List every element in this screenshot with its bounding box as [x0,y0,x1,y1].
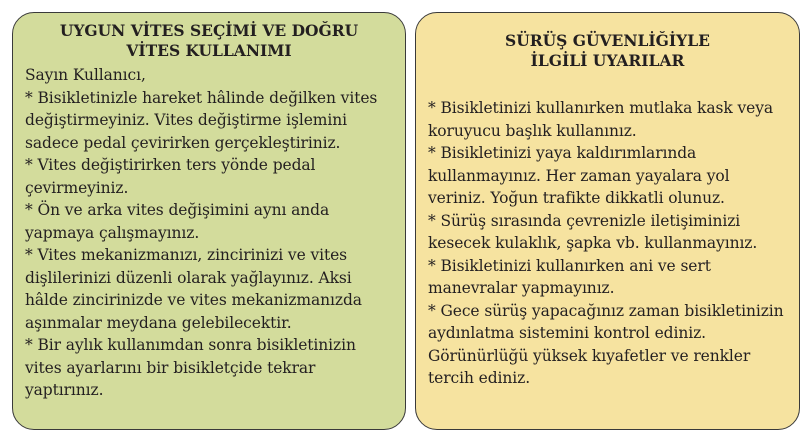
panel-title: SÜRÜŞ GÜVENLİĞİYLE İLGİLİ UYARILAR [505,31,710,70]
paragraph: * Vites değiştirirken ters yönde pedal çevirmeyiniz. [25,156,316,197]
gear-usage-panel [12,12,406,430]
paragraph: * Ön ve arka vites değişimini aynı anda yapmaya çalışmayınız. [25,201,330,242]
paragraph: * Sürüş sırasında çevrenizle iletişiminizi kesecek kulaklık, şapka vb. kullanmayınız. [428,211,758,252]
paragraph: * Bisikletinizi kullanırken mutlaka kask veya koruyucu başlık kullanınız. [428,99,773,140]
paragraph: * Bisikletinizle hareket hâlinde değilken vites değiştirmeyiniz. Vites değiştirme işlemini sadece pedal çevirirken gerçekleştiriniz. [25,88,378,152]
paragraph: * Bir aylık kullanımdan sonra bisikletinizin vites ayarlarını bir bisikletçide tekrar yaptırınız. [25,336,356,399]
paragraph: * Gece sürüş yapacağınız zaman bisikletinizin aydınlatma sistemini kontrol ediniz. Görünürlüğü yüksek kıyafetler ve renkler tercih ediniz. [428,301,784,387]
paragraph: Sayın Kullanıcı, [25,66,146,84]
paragraph: * Vites mekanizmanızı, zincirinizi ve vites dişlilerinizi düzenli olarak yağlayınız. Aksi hâlde zincirinizde ve vites mekanizmanızda aşınmalar meydana gelebilecektir. [25,246,362,332]
safety-warnings-panel [415,12,800,430]
paragraph: * Bisikletinizi kullanırken ani ve sert manevralar yapmayınız. [428,256,711,297]
panel-title: UYGUN VİTES SEÇİMİ VE DOĞRU VİTES KULLANIMI [59,21,359,60]
paragraph: * Bisikletinizi yaya kaldırımlarında kullanmayınız. Her zaman yayalara yol veriniz. Yoğun trafikte dikkatli olunuz. [428,144,730,207]
